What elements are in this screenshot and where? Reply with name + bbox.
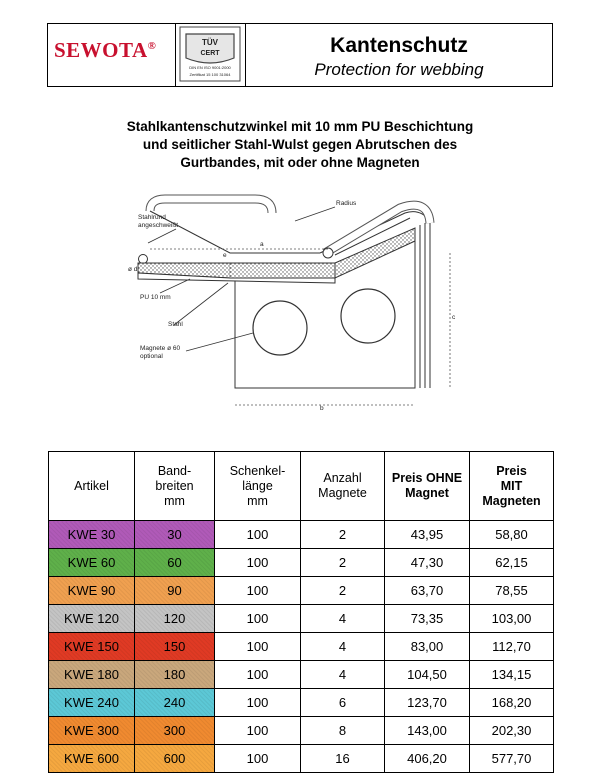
cell-preis-mit: 202,30 (470, 717, 554, 745)
brand-registered-mark: ® (147, 40, 157, 52)
cell-bandbreite: 150 (135, 633, 215, 661)
header-line: mm (247, 493, 268, 508)
header-line: Anzahl (323, 471, 362, 485)
header-line: MIT (500, 478, 523, 493)
cell-anzahl-magnete: 2 (301, 521, 385, 549)
logo-cell (48, 24, 176, 86)
headline-line-3: Gurtbandes, mit oder ohne Magneten (180, 155, 420, 170)
header-line: Magnet (405, 486, 449, 500)
cell-preis-ohne: 406,20 (385, 745, 470, 773)
brand-logo (54, 38, 156, 63)
header-preis-mit (470, 452, 554, 521)
cell-preis-mit: 103,00 (470, 605, 554, 633)
product-headline (40, 118, 560, 172)
cell-preis-ohne: 123,70 (385, 689, 470, 717)
cell-schenkellaenge: 100 (215, 605, 301, 633)
table-header-row (49, 452, 554, 521)
cell-artikel: KWE 30 (49, 521, 135, 549)
cell-bandbreite: 300 (135, 717, 215, 745)
cell-anzahl-magnete: 16 (301, 745, 385, 773)
tuv-cert-icon (176, 24, 244, 84)
certification-seal (176, 24, 246, 86)
table-row (49, 717, 554, 745)
cell-anzahl-magnete: 8 (301, 717, 385, 745)
label-wulst-1: Stahlrund (138, 214, 166, 221)
page-subtitle: Protection for webbing (314, 60, 484, 79)
cell-preis-mit: 577,70 (470, 745, 554, 773)
cell-bandbreite: 180 (135, 661, 215, 689)
cell-anzahl-magnete: 2 (301, 549, 385, 577)
label-pu: PU 10 mm (140, 294, 171, 301)
cell-anzahl-magnete: 4 (301, 605, 385, 633)
cell-preis-mit: 62,15 (470, 549, 554, 577)
header-line: Preis (496, 463, 527, 478)
table-row (49, 605, 554, 633)
cell-schenkellaenge: 100 (215, 577, 301, 605)
cell-anzahl-magnete: 4 (301, 661, 385, 689)
cell-bandbreite: 240 (135, 689, 215, 717)
cell-preis-ohne: 43,95 (385, 521, 470, 549)
cell-schenkellaenge: 100 (215, 745, 301, 773)
cell-anzahl-magnete: 2 (301, 577, 385, 605)
header (47, 23, 553, 87)
cell-bandbreite: 90 (135, 577, 215, 605)
header-line: Band- (157, 463, 192, 478)
label-diameter-d: ø d (128, 266, 138, 273)
label-dimension-a: a (260, 241, 264, 248)
header-line: Magneten (482, 493, 541, 508)
cell-schenkellaenge: 100 (215, 689, 301, 717)
header-artikel (49, 452, 135, 521)
header-line: Preis OHNE (391, 471, 463, 485)
cell-preis-ohne: 47,30 (385, 549, 470, 577)
cell-preis-ohne: 83,00 (385, 633, 470, 661)
cell-preis-ohne: 73,35 (385, 605, 470, 633)
cell-anzahl-magnete: 4 (301, 633, 385, 661)
cell-artikel: KWE 240 (49, 689, 135, 717)
table-row (49, 745, 554, 773)
svg-text:TÜV: TÜV (202, 38, 218, 47)
cell-bandbreite: 30 (135, 521, 215, 549)
header-line: breiten (155, 478, 194, 493)
table-body (49, 521, 554, 773)
table-row (49, 661, 554, 689)
header-line: Schenkel- (229, 463, 286, 478)
cell-preis-ohne: 63,70 (385, 577, 470, 605)
header-preis-ohne (385, 452, 470, 521)
label-magnets-2: optional (140, 353, 163, 360)
price-table (48, 451, 554, 773)
svg-text:DIN EN ISO 9001:2000: DIN EN ISO 9001:2000 (189, 65, 231, 70)
cell-schenkellaenge: 100 (215, 521, 301, 549)
cell-preis-ohne: 104,50 (385, 661, 470, 689)
cell-artikel: KWE 150 (49, 633, 135, 661)
cell-artikel: KWE 120 (49, 605, 135, 633)
header-line: mm (164, 493, 185, 508)
title-cell (246, 24, 552, 86)
table-row (49, 549, 554, 577)
table-row (49, 577, 554, 605)
svg-text:CERT: CERT (200, 50, 220, 57)
label-radius: Radius (336, 200, 357, 207)
table-row (49, 633, 554, 661)
cell-preis-mit: 78,55 (470, 577, 554, 605)
cell-preis-mit: 58,80 (470, 521, 554, 549)
headline-line-2: und seitlicher Stahl-Wulst gegen Abrutschen des (142, 137, 458, 152)
cell-anzahl-magnete: 6 (301, 689, 385, 717)
header-line: Artikel (74, 478, 109, 493)
cell-artikel: KWE 90 (49, 577, 135, 605)
cell-bandbreite: 600 (135, 745, 215, 773)
cell-schenkellaenge: 100 (215, 661, 301, 689)
page-title: Kantenschutz (330, 34, 468, 57)
cell-preis-ohne: 143,00 (385, 717, 470, 745)
table-row (49, 521, 554, 549)
header-line: länge (242, 478, 273, 493)
cell-schenkellaenge: 100 (215, 549, 301, 577)
cell-schenkellaenge: 100 (215, 717, 301, 745)
cell-artikel: KWE 180 (49, 661, 135, 689)
header-schenkellaenge (215, 452, 301, 521)
cell-artikel: KWE 60 (49, 549, 135, 577)
header-anzahl-magnete (301, 452, 385, 521)
headline-line-1: Stahlkantenschutzwinkel mit 10 mm PU Beschichtung (126, 119, 474, 134)
table-row (49, 689, 554, 717)
cell-preis-mit: 112,70 (470, 633, 554, 661)
cell-schenkellaenge: 100 (215, 633, 301, 661)
cell-artikel: KWE 300 (49, 717, 135, 745)
label-magnets-1: Magnete ø 60 (140, 345, 181, 352)
label-stahl: Stahl (168, 321, 183, 328)
cell-preis-mit: 168,20 (470, 689, 554, 717)
header-bandbreite (135, 452, 215, 521)
cell-preis-mit: 134,15 (470, 661, 554, 689)
cell-bandbreite: 60 (135, 549, 215, 577)
label-dimension-e: e (223, 252, 227, 259)
label-wulst-2: angeschweißt (138, 222, 179, 229)
header-line: Magnete (318, 486, 367, 500)
brand-name: SEWOTA (54, 38, 148, 62)
label-dimension-c: c (452, 314, 456, 321)
label-dimension-b: b (320, 405, 324, 412)
svg-text:Zertifikat 15 100 31064: Zertifikat 15 100 31064 (189, 72, 231, 77)
technical-drawing (110, 183, 480, 413)
cell-bandbreite: 120 (135, 605, 215, 633)
cell-artikel: KWE 600 (49, 745, 135, 773)
